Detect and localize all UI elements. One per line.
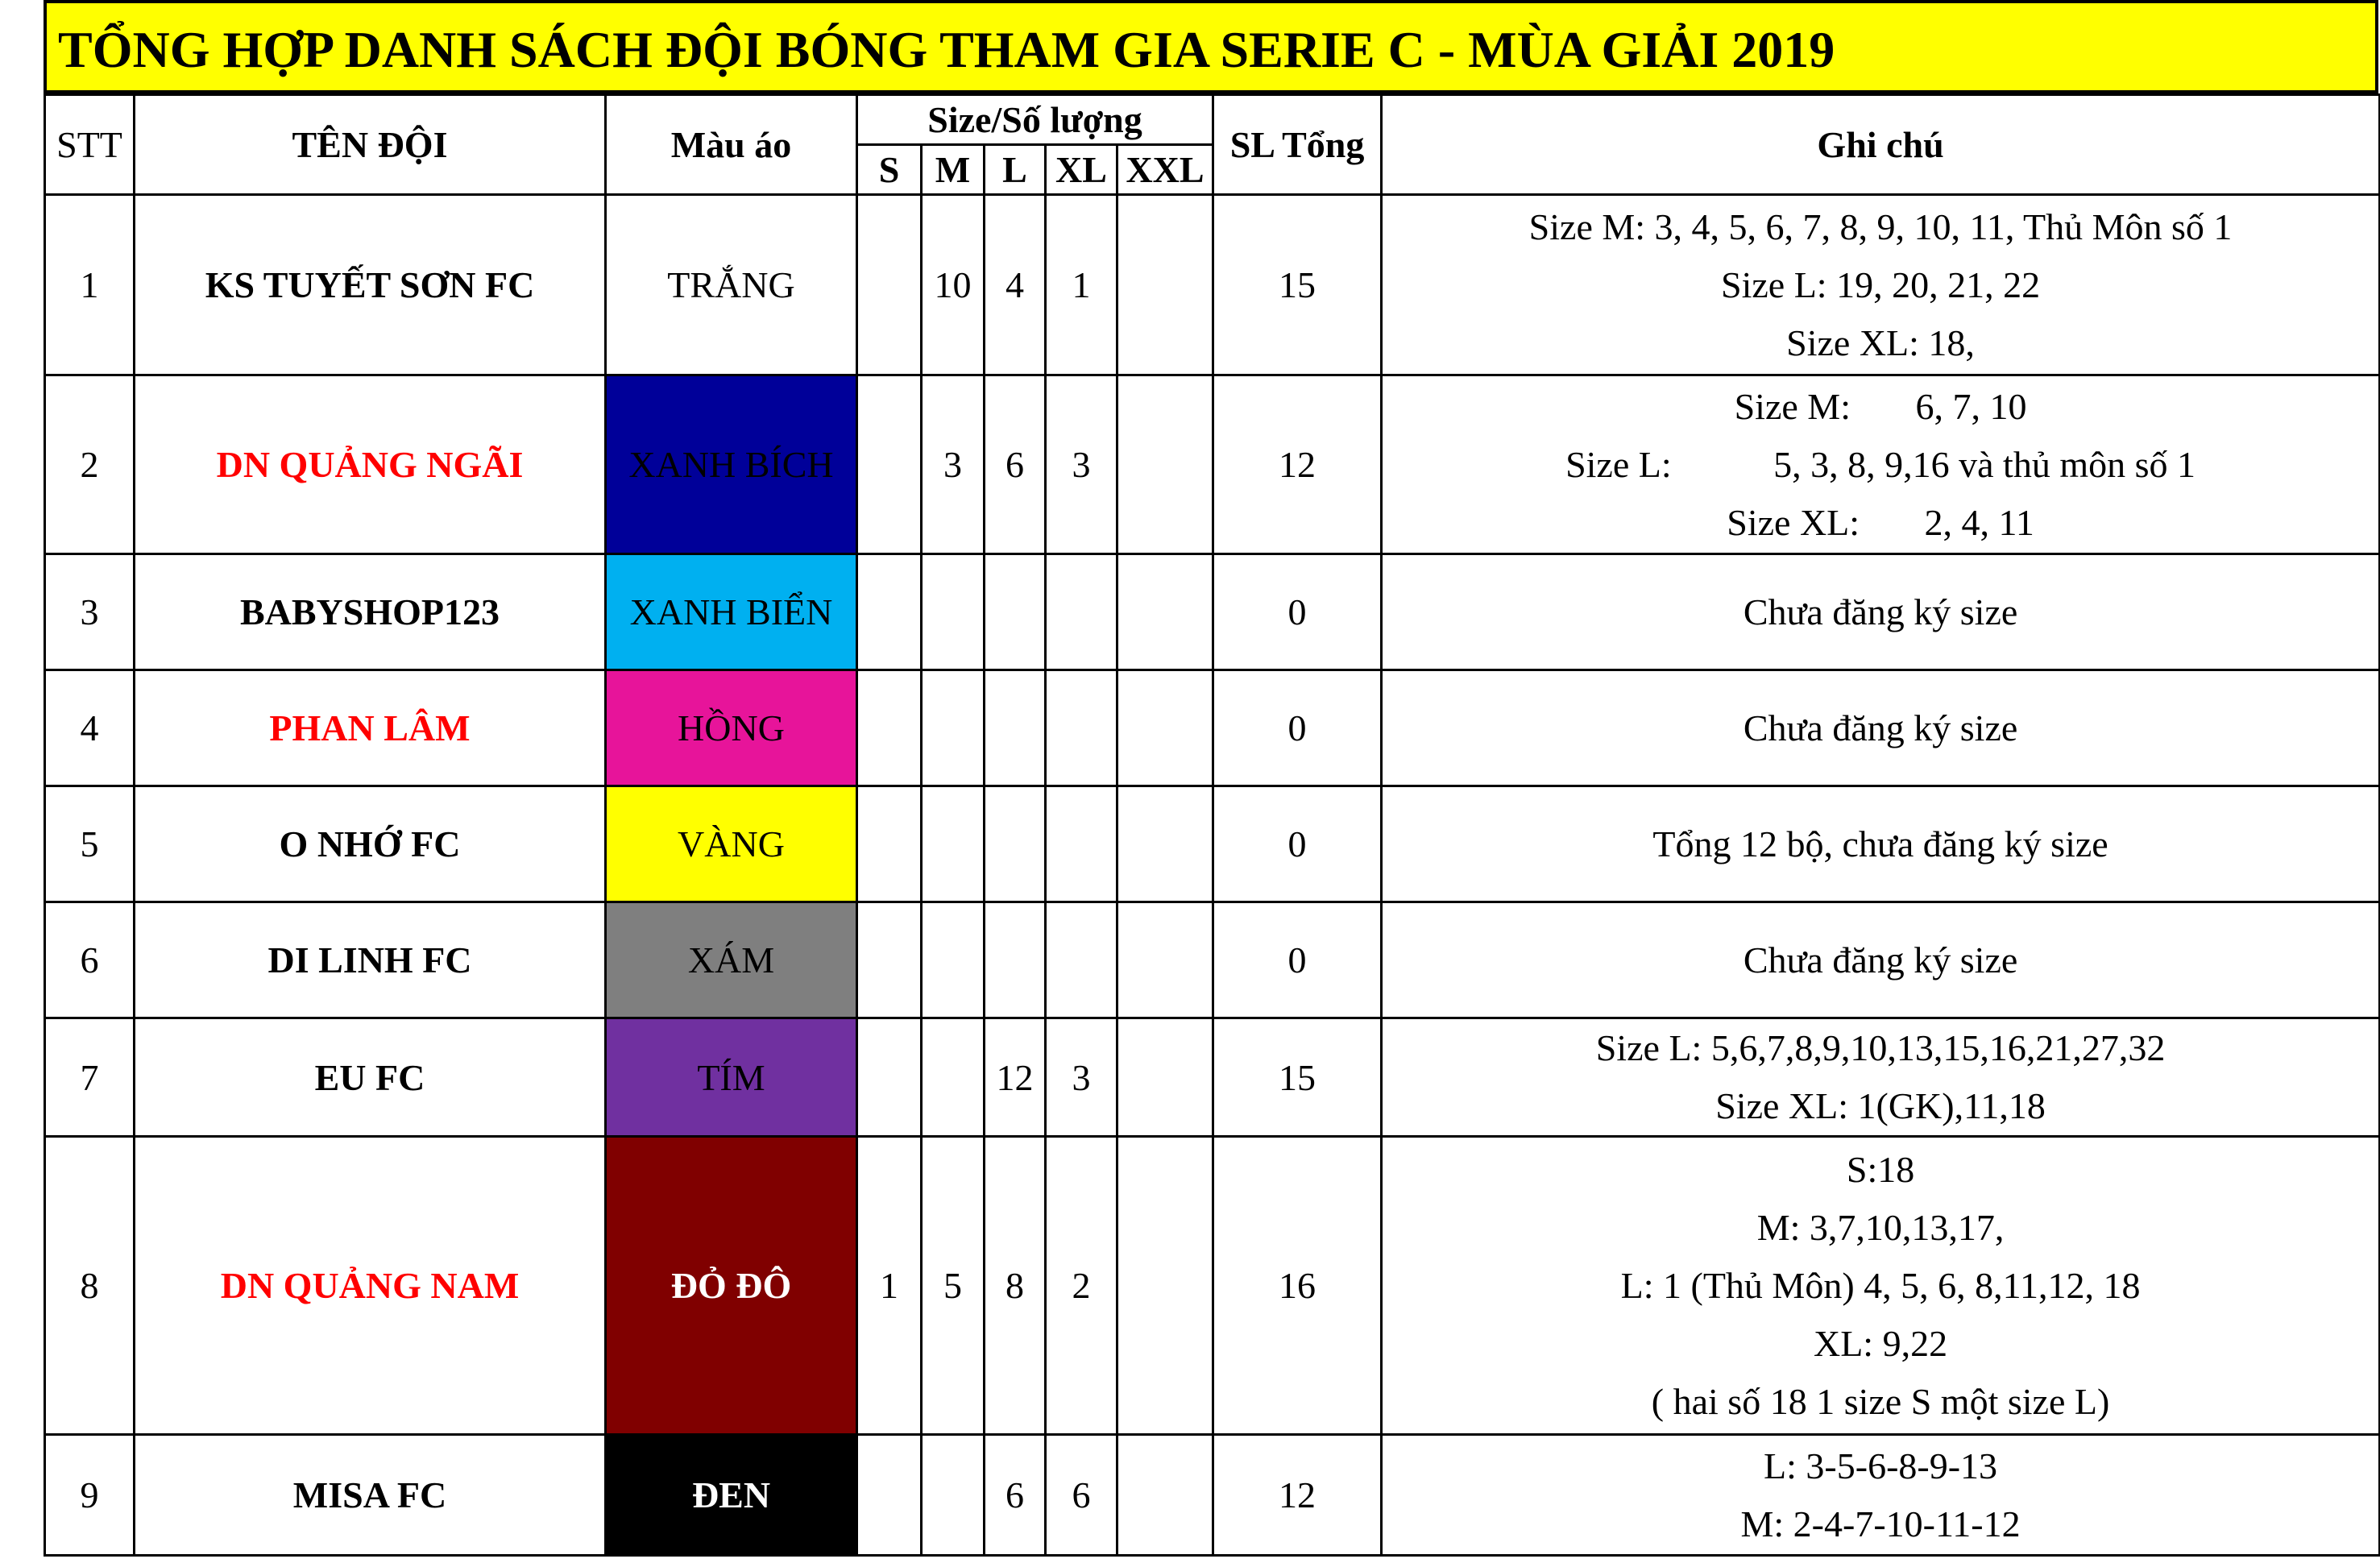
row-size-xxl xyxy=(1117,670,1213,786)
row-total: 0 xyxy=(1213,902,1382,1018)
header-total: SL Tổng xyxy=(1213,95,1382,195)
row-size-s xyxy=(857,1018,922,1137)
table-row xyxy=(45,195,2380,375)
row-size-xl: 6 xyxy=(1046,1435,1117,1556)
row-size-xl xyxy=(1046,902,1117,1018)
row-size-m: 10 xyxy=(922,195,985,375)
row-size-m xyxy=(922,554,985,670)
note-line: L: 1 (Thủ Môn) 4, 5, 6, 8,11,12, 18 xyxy=(1620,1264,2141,1306)
team-table xyxy=(44,93,2380,1557)
row-size-xxl xyxy=(1117,902,1213,1018)
row-size-s xyxy=(857,375,922,554)
row-note xyxy=(1382,1435,2380,1556)
row-team: BABYSHOP123 xyxy=(135,554,606,670)
note-line: Size L: 5,6,7,8,9,10,13,15,16,21,27,32 xyxy=(1595,1027,2166,1068)
note-line: Size L: 19, 20, 21, 22 xyxy=(1721,263,2041,305)
row-team: PHAN LÂM xyxy=(135,670,606,786)
header-size-s: S xyxy=(857,145,922,195)
row-note xyxy=(1382,786,2380,902)
row-size-xl xyxy=(1046,670,1117,786)
row-total: 0 xyxy=(1213,670,1382,786)
row-size-m xyxy=(922,902,985,1018)
row-size-m xyxy=(922,1435,985,1556)
row-color: XÁM xyxy=(606,902,857,1018)
table-row xyxy=(45,1137,2380,1435)
row-size-s xyxy=(857,786,922,902)
row-size-l xyxy=(985,902,1046,1018)
row-total: 15 xyxy=(1213,1018,1382,1137)
sheet-title: TỔNG HỢP DANH SÁCH ĐỘI BÓNG THAM GIA SERIE C - MÙA GIẢI 2019 xyxy=(44,0,2378,93)
row-note xyxy=(1382,195,2380,375)
row-size-xl: 1 xyxy=(1046,195,1117,375)
note-line: Size L: 5, 3, 8, 9,16 và thủ môn số 1 xyxy=(1565,443,2196,485)
row-stt: 3 xyxy=(45,554,135,670)
table-row xyxy=(45,554,2380,670)
row-team: DN QUẢNG NGÃI xyxy=(135,375,606,554)
note-line: M: 3,7,10,13,17, xyxy=(1756,1206,2005,1248)
row-color: ĐỎ ĐÔ xyxy=(606,1137,857,1435)
row-color: XANH BIỂN xyxy=(606,554,857,670)
note-line: XL: 9,22 xyxy=(1813,1322,1948,1364)
row-size-xxl xyxy=(1117,1137,1213,1435)
table-row xyxy=(45,902,2380,1018)
row-team: DI LINH FC xyxy=(135,902,606,1018)
row-size-xxl xyxy=(1117,375,1213,554)
row-color: VÀNG xyxy=(606,786,857,902)
row-stt: 5 xyxy=(45,786,135,902)
note-line: Chưa đăng ký size xyxy=(1743,707,2018,748)
note-line: Size M: 3, 4, 5, 6, 7, 8, 9, 10, 11, Thủ Môn số 1 xyxy=(1528,205,2233,247)
row-note xyxy=(1382,670,2380,786)
note-line: Chưa đăng ký size xyxy=(1743,591,2018,632)
row-size-xxl xyxy=(1117,195,1213,375)
row-size-s: 1 xyxy=(857,1137,922,1435)
row-total: 12 xyxy=(1213,375,1382,554)
note-line: Tổng 12 bộ, chưa đăng ký size xyxy=(1652,823,2108,864)
row-size-xxl xyxy=(1117,1018,1213,1137)
row-color: HỒNG xyxy=(606,670,857,786)
row-stt: 4 xyxy=(45,670,135,786)
row-team: MISA FC xyxy=(135,1435,606,1556)
row-size-l: 4 xyxy=(985,195,1046,375)
row-color: TÍM xyxy=(606,1018,857,1137)
row-size-xxl xyxy=(1117,786,1213,902)
row-size-m: 5 xyxy=(922,1137,985,1435)
note-line: S:18 xyxy=(1846,1148,1915,1190)
row-total: 16 xyxy=(1213,1137,1382,1435)
header-size-xl: XL xyxy=(1046,145,1117,195)
row-color: ĐEN xyxy=(606,1435,857,1556)
table-row xyxy=(45,1435,2380,1556)
row-color: XANH BÍCH xyxy=(606,375,857,554)
row-size-s xyxy=(857,1435,922,1556)
row-size-l: 8 xyxy=(985,1137,1046,1435)
header-size-m: M xyxy=(922,145,985,195)
row-stt: 7 xyxy=(45,1018,135,1137)
row-size-l: 6 xyxy=(985,1435,1046,1556)
row-total: 15 xyxy=(1213,195,1382,375)
row-size-s xyxy=(857,554,922,670)
row-size-m xyxy=(922,670,985,786)
row-size-s xyxy=(857,902,922,1018)
row-size-l xyxy=(985,554,1046,670)
row-note xyxy=(1382,554,2380,670)
row-total: 12 xyxy=(1213,1435,1382,1556)
row-size-m xyxy=(922,1018,985,1137)
row-size-l xyxy=(985,670,1046,786)
note-line: Size XL: 2, 4, 11 xyxy=(1727,501,2034,543)
note-line: Size M: 6, 7, 10 xyxy=(1734,385,2027,427)
row-size-xl xyxy=(1046,786,1117,902)
row-stt: 6 xyxy=(45,902,135,1018)
row-team: O NHỚ FC xyxy=(135,786,606,902)
header-team: TÊN ĐỘI xyxy=(135,95,606,195)
row-total: 0 xyxy=(1213,554,1382,670)
row-size-xxl xyxy=(1117,1435,1213,1556)
header-size-l: L xyxy=(985,145,1046,195)
row-note xyxy=(1382,1018,2380,1137)
header-size-xxl: XXL xyxy=(1117,145,1213,195)
header-stt: STT xyxy=(45,95,135,195)
note-line: ( hai số 18 1 size S một size L) xyxy=(1651,1380,2110,1422)
row-size-l: 6 xyxy=(985,375,1046,554)
note-line: L: 3-5-6-8-9-13 xyxy=(1764,1445,1998,1486)
row-size-xl xyxy=(1046,554,1117,670)
row-note xyxy=(1382,902,2380,1018)
row-size-s xyxy=(857,670,922,786)
row-size-xl: 2 xyxy=(1046,1137,1117,1435)
note-line: Size XL: 1(GK),11,18 xyxy=(1715,1085,2046,1126)
header-color: Màu áo xyxy=(606,95,857,195)
row-team: KS TUYẾT SƠN FC xyxy=(135,195,606,375)
table-row xyxy=(45,670,2380,786)
header-size-group: Size/Số lượng xyxy=(857,95,1213,145)
note-line: Chưa đăng ký size xyxy=(1743,939,2018,981)
row-size-xl: 3 xyxy=(1046,1018,1117,1137)
row-size-s xyxy=(857,195,922,375)
table-row xyxy=(45,786,2380,902)
table-row xyxy=(45,1018,2380,1137)
row-size-m xyxy=(922,786,985,902)
row-size-xl: 3 xyxy=(1046,375,1117,554)
row-note xyxy=(1382,375,2380,554)
row-size-m: 3 xyxy=(922,375,985,554)
row-note xyxy=(1382,1137,2380,1435)
row-stt: 1 xyxy=(45,195,135,375)
row-size-l: 12 xyxy=(985,1018,1046,1137)
row-stt: 8 xyxy=(45,1137,135,1435)
note-line: Size XL: 18, xyxy=(1786,321,1975,363)
row-team: DN QUẢNG NAM xyxy=(135,1137,606,1435)
row-stt: 9 xyxy=(45,1435,135,1556)
row-color: TRẮNG xyxy=(606,195,857,375)
header-note: Ghi chú xyxy=(1382,95,2380,195)
row-size-l xyxy=(985,786,1046,902)
row-size-xxl xyxy=(1117,554,1213,670)
table-row xyxy=(45,375,2380,554)
row-stt: 2 xyxy=(45,375,135,554)
note-line: M: 2-4-7-10-11-12 xyxy=(1740,1503,2021,1544)
row-total: 0 xyxy=(1213,786,1382,902)
row-team: EU FC xyxy=(135,1018,606,1137)
